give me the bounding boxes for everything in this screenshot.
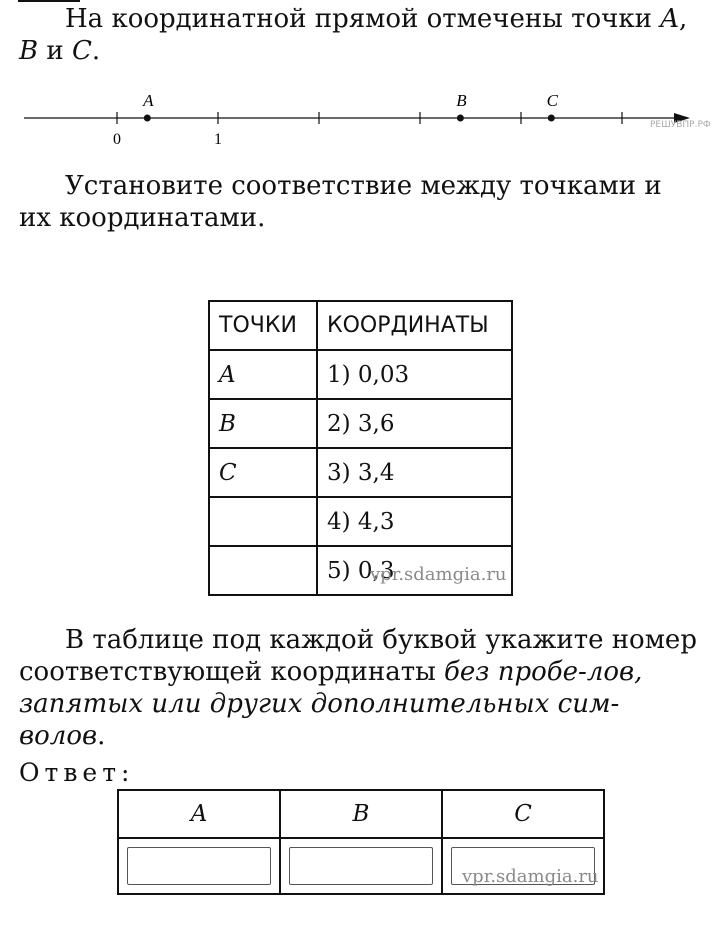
table-row xyxy=(209,497,512,546)
coordinate-cell: 1) 0,03 xyxy=(317,350,512,399)
axis-points xyxy=(142,91,559,122)
task-italic-text: без пробе-лов, запятых или других дополнительных сим-волов xyxy=(19,657,643,751)
answer-input-a[interactable] xyxy=(127,847,271,885)
answer-header-b: B xyxy=(280,790,442,838)
task-paragraph xyxy=(19,624,699,752)
point-cell: A xyxy=(209,350,317,399)
table-row xyxy=(209,399,512,448)
point-a-label: A xyxy=(143,91,154,110)
intro-point-c: C xyxy=(71,36,92,66)
coordinate-cell: 3) 3,4 xyxy=(317,448,512,497)
answer-header-c: C xyxy=(442,790,604,838)
task-end: . xyxy=(97,721,106,751)
answer-cell-a xyxy=(118,838,280,894)
point-c-dot xyxy=(548,115,555,122)
axis-tick-label: 0 xyxy=(113,131,121,148)
axis-tick-label: 1 xyxy=(214,131,222,148)
answer-label: Ответ: xyxy=(19,758,135,787)
table-row xyxy=(209,350,512,399)
intro-comma: , xyxy=(678,4,688,34)
point-c-label: C xyxy=(546,91,558,110)
axis-tick-labels xyxy=(113,131,222,148)
table-watermark: vpr.sdamgia.ru xyxy=(370,564,507,585)
match-table xyxy=(208,300,513,596)
coordinate-cell: 2) 3,6 xyxy=(317,399,512,448)
intro-text: На координатной прямой отмечены точки xyxy=(65,4,661,34)
table-row xyxy=(209,448,512,497)
answer-header-a: A xyxy=(118,790,280,838)
intro-point-a: A xyxy=(660,4,679,34)
answer-cell-b xyxy=(280,838,442,894)
instruction-paragraph xyxy=(19,170,699,234)
answer-watermark: vpr.sdamgia.ru xyxy=(462,866,599,887)
coordinate-cell: 4) 4,3 xyxy=(317,497,512,546)
point-cell xyxy=(209,546,317,595)
numline-watermark: РЕШУВПР.РФ xyxy=(650,120,711,130)
intro-and: и xyxy=(38,36,72,66)
point-cell xyxy=(209,497,317,546)
coordinate-cell: 5) 0,3 xyxy=(317,546,512,595)
point-b-dot xyxy=(457,115,464,122)
intro-paragraph xyxy=(19,3,699,67)
top-rule xyxy=(18,0,80,2)
header-points: ТОЧКИ xyxy=(209,301,317,350)
header-coordinates: КООРДИНАТЫ xyxy=(317,301,512,350)
point-cell: C xyxy=(209,448,317,497)
point-cell: B xyxy=(209,399,317,448)
instruction-text: Установите соответствие между точками и их координатами. xyxy=(19,171,662,233)
point-b-label: B xyxy=(456,91,467,110)
number-line xyxy=(0,85,720,155)
point-a-dot xyxy=(144,115,151,122)
intro-point-b: B xyxy=(19,36,39,66)
answer-input-b[interactable] xyxy=(289,847,433,885)
intro-end: . xyxy=(91,36,101,66)
task-text: В таблице под каждой буквой укажите номер соответствующей координаты xyxy=(19,625,697,687)
